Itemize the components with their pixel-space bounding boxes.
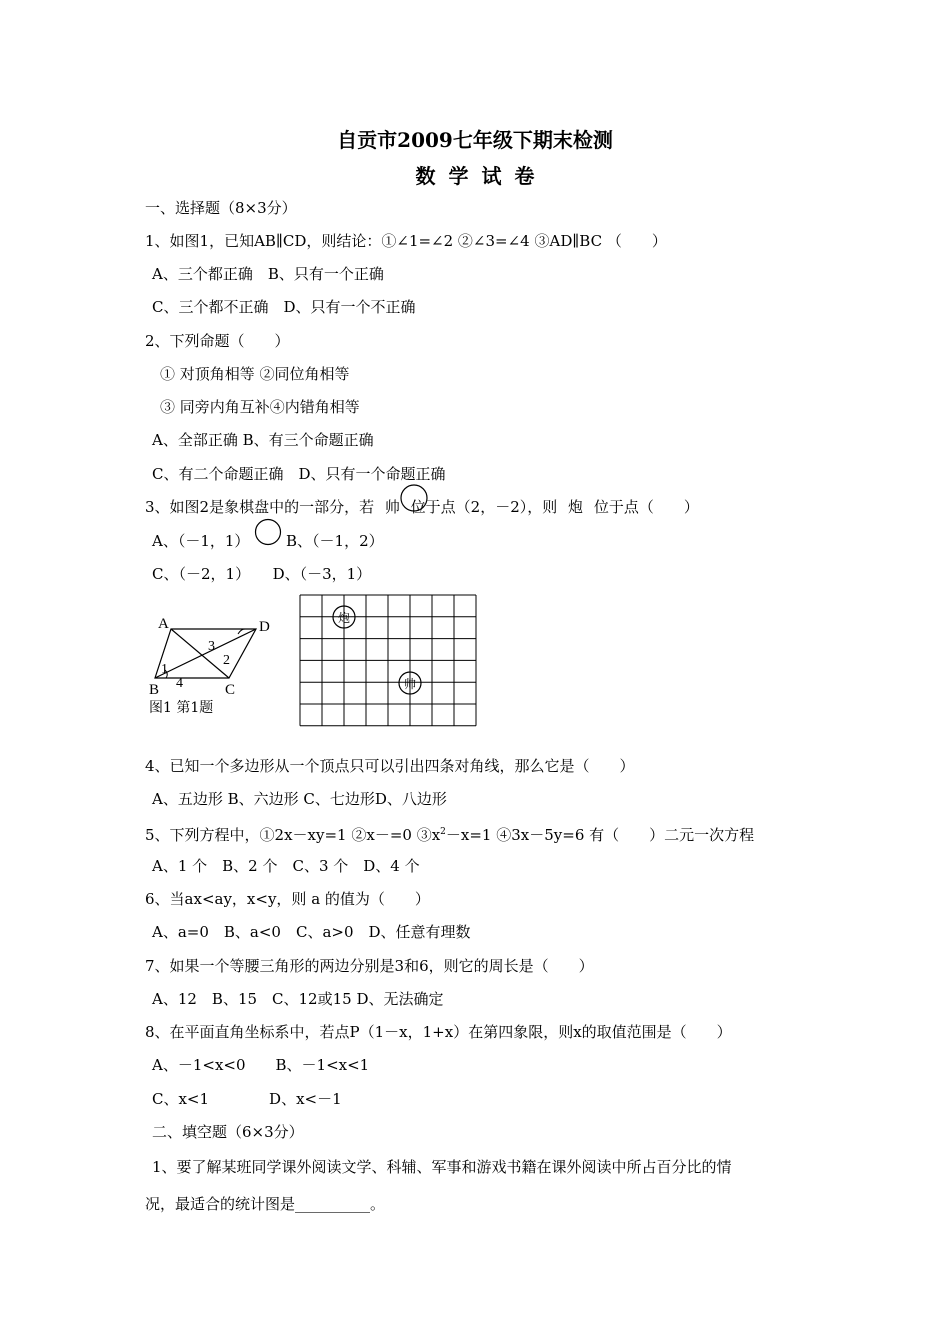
label-B: B xyxy=(149,682,160,698)
question-8-options-cd: C、x<1 D、x<－1 xyxy=(152,1090,342,1108)
question-2-statements-1: ① 对顶角相等 ②同位角相等 xyxy=(160,365,350,383)
question-1-options-cd: C、三个都不正确 D、只有一个不正确 xyxy=(152,298,416,316)
label-angle-1: 1 xyxy=(161,662,168,677)
piece-circle-icon xyxy=(255,519,285,549)
piece-pao-label: 炮 xyxy=(568,498,584,516)
label-A: A xyxy=(158,616,169,632)
label-angle-2: 2 xyxy=(223,653,230,668)
page-title: 自贡市2009七年级下期末检测 xyxy=(337,128,613,152)
diagonal-bd xyxy=(155,629,256,678)
question-2-stem: 2、下列命题（ ） xyxy=(145,332,290,350)
question-5-options: A、1 个 B、2 个 C、3 个 D、4 个 xyxy=(152,857,420,875)
question-8-options-ab: A、－1<x<0 B、－1<x<1 xyxy=(152,1056,370,1074)
figure-1-parallelogram xyxy=(145,610,285,720)
question-1-stem: 1、如图1，已知AB∥CD，则结论：①∠1=∠2 ②∠3=∠4 ③AD∥BC （ ） xyxy=(145,232,667,250)
question-3-stem-part-a: 3、如图2是象棋盘中的一部分，若 xyxy=(145,498,375,516)
piece-shuai-label: 帅 xyxy=(384,498,400,516)
label-angle-3: 3 xyxy=(208,639,215,654)
question-8-stem: 8、在平面直角坐标系中，若点P（1－x，1+x）在第四象限，则x的取值范围是（ ） xyxy=(145,1023,732,1041)
question-3-option-b: B、（－1，2） xyxy=(286,532,384,550)
shuai-piece-label: 帅 xyxy=(403,677,417,691)
fill-question-1-line-2: 况，最适合的统计图是__________。 xyxy=(145,1195,386,1213)
label-C: C xyxy=(225,682,236,698)
question-3-options-cd: C、（－2，1） D、（－3，1） xyxy=(152,565,372,583)
section-heading-2: 二、填空题（6×3分） xyxy=(152,1123,304,1141)
question-7-stem: 7、如果一个等腰三角形的两边分别是3和6，则它的周长是（ ） xyxy=(145,957,594,975)
question-5-stem-part-b: －x=1 ④3x－5y=6 有（ ）二元一次方程 xyxy=(445,826,755,844)
diagonal-ac xyxy=(171,629,229,678)
question-2-options-ab: A、全部正确 B、有三个命题正确 xyxy=(152,431,374,449)
question-5-stem xyxy=(145,822,754,845)
question-4-options: A、五边形 B、六边形 C、七边形D、八边形 xyxy=(152,790,447,808)
section-heading-1: 一、选择题（8×3分） xyxy=(145,199,297,217)
question-5-stem-part-a: 5、下列方程中，①2x－xy=1 ②x－=0 ③x xyxy=(145,826,441,844)
question-1-options-ab: A、三个都正确 B、只有一个正确 xyxy=(152,265,384,283)
piece-circle-icon xyxy=(400,484,430,514)
question-5-superscript: 2 xyxy=(440,827,446,837)
question-2-options-cd: C、有二个命题正确 D、只有一个命题正确 xyxy=(152,465,446,483)
figure-1-caption: 图1 第1题 xyxy=(149,700,214,716)
fill-question-1-line-1: 1、要了解某班同学课外阅读文学、科辅、军事和游戏书籍在课外阅读中所占百分比的情 xyxy=(152,1158,732,1176)
question-3-stem-part-c: 位于点（ ） xyxy=(593,498,699,516)
question-3-stem-part-b: 位于点（2，－2），则 xyxy=(410,498,558,516)
label-angle-4: 4 xyxy=(176,676,183,691)
angle-arc xyxy=(238,629,245,634)
question-6-stem: 6、当ax<ay，x<y，则 a 的值为（ ） xyxy=(145,890,430,908)
question-4-stem: 4、已知一个多边形从一个顶点只可以引出四条对角线，那么它是（ ） xyxy=(145,757,635,775)
question-7-options: A、12 B、15 C、12或15 D、无法确定 xyxy=(152,990,444,1008)
question-2-statements-2: ③ 同旁内角互补④内错角相等 xyxy=(160,398,360,416)
pao-piece-label: 炮 xyxy=(337,611,351,625)
question-3-option-a: A、（－1，1） xyxy=(152,532,250,550)
label-D: D xyxy=(259,619,270,635)
question-6-options: A、a=0 B、a<0 C、a>0 D、任意有理数 xyxy=(152,923,471,941)
figure-2-chess-board xyxy=(300,595,480,725)
page-subtitle: 数 学 试 卷 xyxy=(415,164,535,188)
